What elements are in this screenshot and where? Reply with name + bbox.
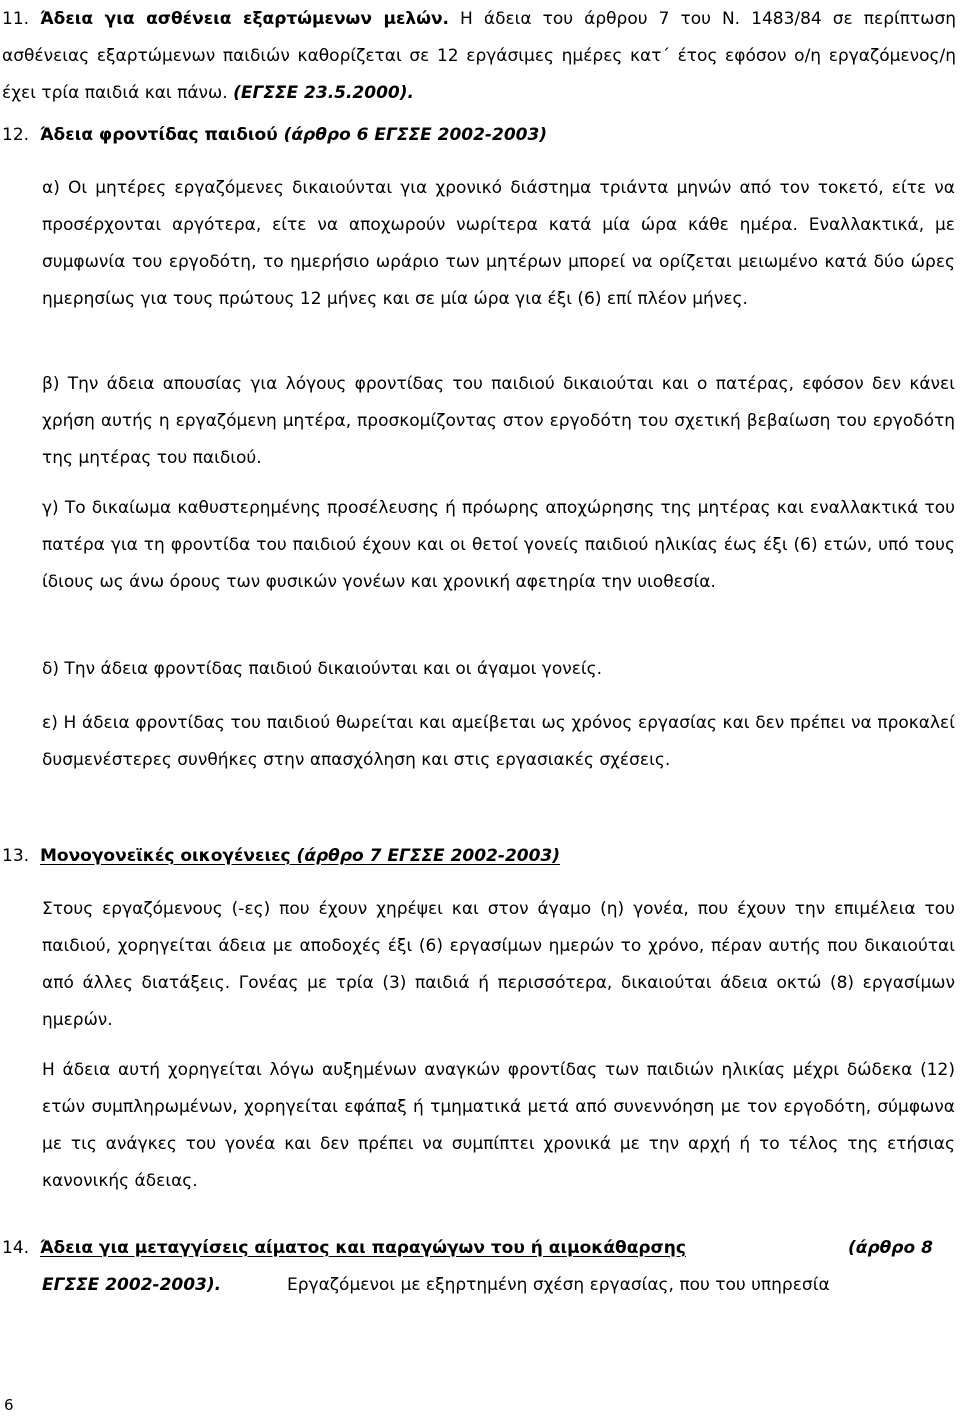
section-12-reference: (άρθρο 6 ΕΓΣΣΕ 2002-2003) [277, 125, 548, 145]
section-12-paragraph-b: β) Την άδεια απουσίας για λόγους φροντίδας του παιδιού δικαιούται και ο πατέρας, εφόσον δεν κάνει χρήση αυτής η εργαζόμενη μητέρα, προσκομίζοντας στον εργοδότη του σχετική βεβαίωση του εργοδότη της μητέρας του παιδιού. [42, 374, 955, 468]
section-11-reference: (ΕΓΣΣΕ 23.5.2000). [233, 83, 414, 103]
section-12-number: 12. [2, 125, 30, 145]
section-13-number: 13. [2, 846, 30, 866]
section-12-title: Άδεια φροντίδας παιδιού [40, 125, 278, 145]
section-11-text: Η άδεια του άρθρου 7 του Ν. 1483/84 σε περίπτωση ασθένειας εξαρτώμενων παιδιών καθορίζεται σε 12 εργάσιμες ημέρες κατ΄ έτος εφόσον ο/η εργαζόμενος/η έχει τρία παιδιά και πάνω. [2, 9, 956, 103]
section-14-reference-b: ΕΓΣΣΕ 2002-2003). [42, 1275, 222, 1295]
section-13-paragraph-2: Η άδεια αυτή χορηγείται λόγω αυξημένων αναγκών φροντίδας των παιδιών ηλικίας μέχρι δώδεκα (12) ετών συμπληρωμένων, χορηγείται εφάπαξ ή τμηματικά μετά από συνεννόηση με τον εργοδότη, σύμφωνα με τις ανάγκες του γονέα και δεν πρέπει να συμπίπτει χρονικά με την αρχή ή το τέλος της ετήσιας κανονικής άδειας. [42, 1060, 955, 1191]
section-14-reference-a: (άρθρο 8 [848, 1238, 933, 1258]
section-13-heading [2, 846, 956, 866]
section-14-number: 14. [2, 1238, 30, 1258]
section-14-heading [2, 1238, 686, 1258]
section-14-text: Εργαζόμενοι με εξηρτημένη σχέση εργασίας, που του υπηρεσία [287, 1275, 830, 1295]
section-13-reference: (άρθρο 7 ΕΓΣΣΕ 2002-2003) [290, 846, 561, 866]
section-12-paragraph-a: α) Οι μητέρες εργαζόμενες δικαιούνται για χρονικό διάστημα τριάντα μηνών από τον τοκετό, είτε να προσέρχονται αργότερα, είτε να αποχωρούν νωρίτερα κατά μία ώρα κάθε ημέρα. Εναλλακτικά, με συμφωνία του εργοδότη, το ημερήσιο ωράριο των μητέρων μπορεί να ορίζεται μειωμένο κατά δύο ώρες ημερησίως για τους πρώτους 12 μήνες και σε μία ώρα για έξι (6) επί πλέον μήνες. [42, 178, 955, 309]
section-11-number: 11. [2, 9, 30, 29]
section-11 [2, 1, 956, 112]
section-13-paragraph-1: Στους εργαζόμενους (-ες) που έχουν χηρέψει και στον άγαμο (η) γονέα, που έχουν την επιμέλεια του παιδιού, χορηγείται άδεια με αποδοχές έξι (6) εργασίμων ημερών το χρόνο, πέραν αυτής που δικαιούται από άλλες διατάξεις. Γονέας με τρία (3) παιδιά ή περισσότερα, δικαιούται άδεια οκτώ (8) εργασίμων ημερών. [42, 899, 955, 1030]
section-12-paragraph-e: ε) Η άδεια φροντίδας του παιδιού θωρείται και αμείβεται ως χρόνος εργασίας και δεν πρέπει να προκαλεί δυσμενέστερες συνθήκες στην απασχόληση και στις εργασιακές σχέσεις. [42, 713, 955, 770]
section-12-heading [2, 125, 956, 145]
section-12-paragraph-d: δ) Την άδεια φροντίδας παιδιού δικαιούνται και οι άγαμοι γονείς. [42, 659, 603, 679]
section-13-title: Μονογονεϊκές οικογένειες [40, 846, 291, 866]
section-11-title: Άδεια για ασθένεια εξαρτώμενων μελών. [40, 9, 450, 29]
section-12-paragraph-c: γ) Το δικαίωμα καθυστερημένης προσέλευσης ή πρόωρης αποχώρησης της μητέρας και εναλλακτικά του πατέρα για τη φροντίδα του παιδιού έχουν και οι θετοί γονείς παιδιού ηλικίας έως έξι (6) ετών, υπό τους ίδιους ως άνω όρους των φυσικών γονέων και χρονική αφετηρία την υιοθεσία. [42, 498, 955, 592]
page-number: 6 [4, 1396, 14, 1414]
section-14-title: Άδεια για μεταγγίσεις αίματος και παραγώγων του ή αιμοκάθαρσης [40, 1238, 686, 1258]
